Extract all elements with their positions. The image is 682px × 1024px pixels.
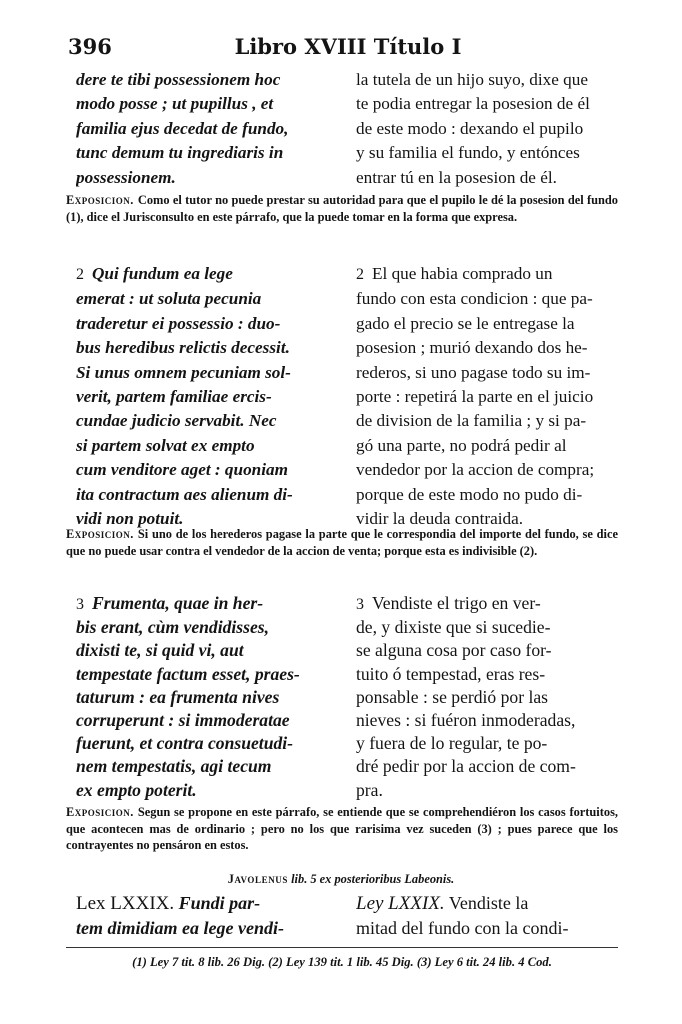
- lex-heading-spanish: Ley LXXIX.: [356, 893, 445, 914]
- page-header: [68, 34, 628, 60]
- exposicion-2: [66, 526, 618, 559]
- paragraph-number: 2: [356, 266, 364, 283]
- exposicion-text: Segun se propone en este párrafo, se entiende que se comprehendiéron los casos fortuitos, que acontecen mas de ordinario ; pero no los que rarisima vez suceden (3) ; pues parece que los contrayentes no pensáron en estos.: [66, 805, 618, 853]
- exposicion-3: [66, 804, 618, 854]
- spanish-paragraph-2: [356, 262, 628, 531]
- lex-heading-latin: Lex LXXIX.: [76, 893, 175, 914]
- footnotes: (1) Ley 7 tit. 8 lib. 26 Dig. (2) Ley 139 tit. 1 lib. 45 Dig. (3) Ley 6 tit. 24 lib. 4 Cod.: [132, 955, 552, 969]
- paragraph-number: 3: [356, 596, 364, 613]
- exposicion-label: Exposicion.: [66, 193, 134, 207]
- spanish-text: Vendiste el trigo en ver- de, y dixiste que si sucedie- se alguna cosa por caso for- tuito ó tempestad, eras res- ponsable : se perdió por las nieves : si fuéron inmoderadas, y fuera de lo regular, te po- dré pedir por la accion de com- pra.: [356, 593, 576, 800]
- law-attribution: [0, 872, 682, 887]
- jurist-name: Javolenus: [227, 872, 288, 886]
- paragraph-number: 3: [76, 596, 84, 613]
- lex-latin: [76, 891, 340, 940]
- exposicion-text: Como el tutor no puede prestar su autoridad para que el pupilo le dé la posesion del fundo (1), dice el Jurisconsulto en este párrafo, que la puede tomar en la forma que expresa.: [66, 193, 618, 224]
- exposicion-label: Exposicion.: [66, 527, 134, 541]
- running-title: Libro XVIII Título I: [234, 34, 462, 59]
- lex-spanish: [356, 891, 628, 940]
- spanish-paragraph-3: [356, 592, 628, 802]
- lex-spanish-text: Vendiste la mitad del fundo con la condi-: [356, 893, 569, 938]
- spanish-paragraph-1: la tutela de un hijo suyo, dixe que te podia entregar la posesion de él de este modo : dexando el pupilo y su familia el fundo, y entónces entrar tú en la posesion de él.: [356, 70, 590, 187]
- footnote-divider: [66, 947, 618, 948]
- paragraph-number: 2: [76, 266, 84, 283]
- lex-latin-text: Fundi par- tem dimidiam ea lege vendi-: [76, 893, 284, 938]
- latin-text: Frumenta, quae in her- bis erant, cùm vendidisses, dixisti te, si quid vi, aut tempestate factum esset, praes- taturum : ea frumenta nives corruperunt : si immoderatae fuerunt, et contra consuetudi- nem tempestatis, agi tecum ex empto poterit.: [76, 593, 300, 800]
- latin-text: Qui fundum ea lege emerat : ut soluta pecunia traderetur ei possessio : duo- bus heredibus relictis decessit. Si unus omnem pecuniam sol- verit, partem familiae ercis- cundae judicio servabit. Nec si partem solvat ex empto cum venditore aget : quoniam ita contractum aes alienum di- vidi non potuit.: [76, 264, 293, 529]
- latin-paragraph-1: dere te tibi possessionem hoc modo posse ; ut pupillus , et familia ejus decedat de fundo, tunc demum tu ingrediaris in possessionem.: [76, 70, 289, 187]
- source-reference: lib. 5 ex posterioribus Labeonis.: [291, 872, 455, 886]
- spanish-text: El que habia comprado un fundo con esta condicion : que pa- gado el precio se le entregase la posesion ; murió dexando dos he- rederos, si uno pagase todo su im- porte : repetirá la parte en el juicio de division de la familia ; y si pa- gó una parte, no podrá pedir al vendedor por la accion de compra; porque de este modo no pudo di- vidir la deuda contraida.: [356, 264, 595, 529]
- page-number: 396: [68, 34, 112, 59]
- latin-paragraph-2: [76, 262, 340, 531]
- exposicion-1: [66, 192, 618, 225]
- exposicion-label: Exposicion.: [66, 805, 134, 819]
- latin-paragraph-3: [76, 592, 340, 802]
- exposicion-text: Si uno de los herederos pagase la parte que le correspondia del importe del fundo, se dice que no puede usar contra el vendedor de la accion de venta; porque esta es indivisible (2).: [66, 527, 618, 558]
